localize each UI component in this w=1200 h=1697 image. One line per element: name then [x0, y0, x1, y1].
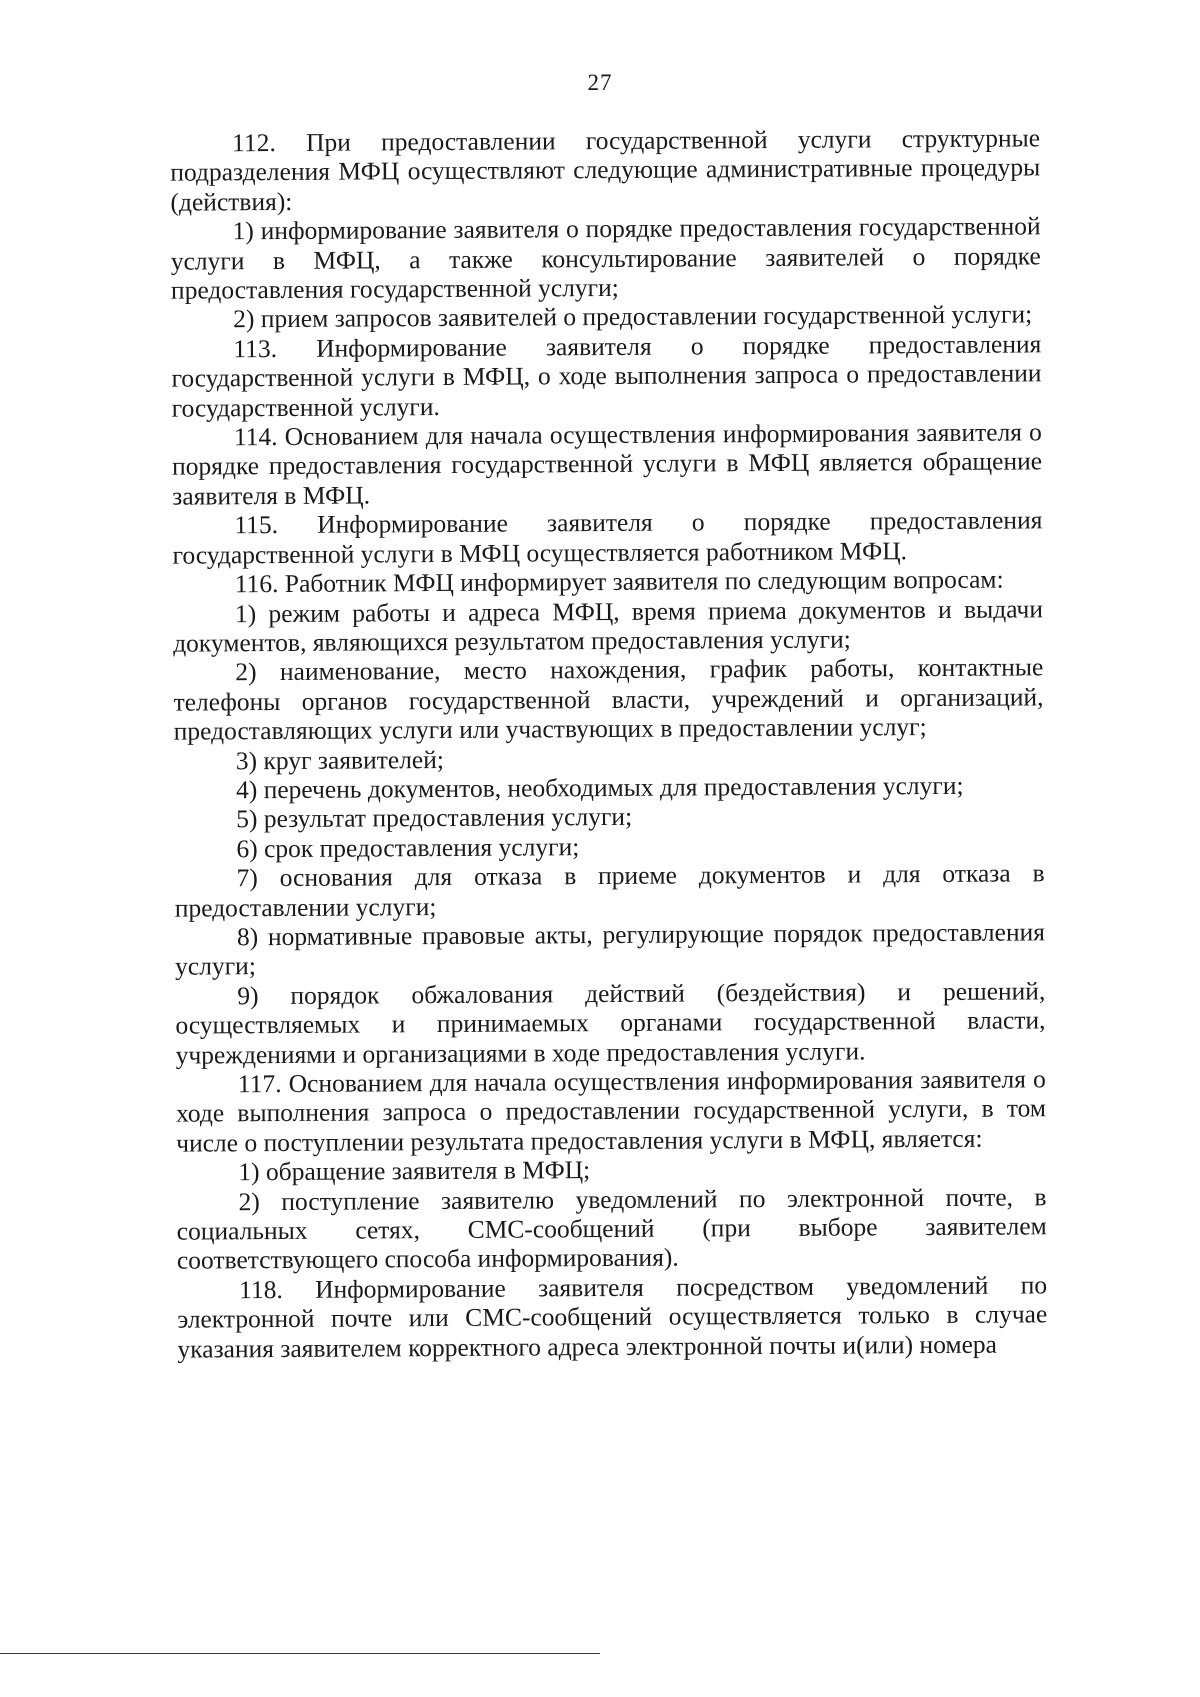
paragraph-112: 112. При предоставлении государственной услуги структурные подразделения МФЦ осуществляют следующие административные процедуры (действия): — [170, 123, 1041, 217]
paragraph-116: 116. Работник МФЦ информирует заявителя по следующим вопросам: — [234, 564, 1004, 599]
paragraph-117: 117. Основанием для начала осуществления информирования заявителя о ходе выполнения запроса о предоставлении государственной услуги, в том числе о поступлении результата предоставления услуги в МФЦ, является: — [175, 1064, 1047, 1158]
list-item-116-1: 1) режим работы и адреса МФЦ, время приема документов и выдачи документов, являющихся результатом предоставления услуги; — [173, 593, 1044, 658]
list-item-116-6: 6) срок предоставления услуги; — [236, 831, 580, 864]
list-item-117-1: 1) обращение заявителя в МФЦ; — [238, 1155, 591, 1187]
list-item-116-4: 4) перечень документов, необходимых для предоставления услуги; — [235, 770, 964, 805]
list-item-117-2: 2) поступление заявителю уведомлений по электронной почте, в социальных сетях, СМС-сообщений (при выборе заявителем соответствующего способа информирования). — [176, 1181, 1047, 1276]
list-item-116-8: 8) нормативные правовые акты, регулирующие порядок предоставления услуги; — [175, 917, 1046, 982]
paragraph-115: 115. Информирование заявителя о порядке предоставления государственной услуги в МФЦ осуществляется работником МФЦ. — [172, 505, 1043, 570]
list-item-116-7: 7) основания для отказа в приеме документов и для отказа в предоставлении услуги; — [174, 858, 1045, 923]
list-item-116-9: 9) порядок обжалования действий (бездействия) и решений, осуществляемых и принимаемых органами государственной власти, учреждениями и организациями в ходе предоставления услуги. — [175, 976, 1046, 1070]
list-item-112-2: 2) прием запросов заявителей о предоставлении государственной услуги; — [233, 299, 1033, 334]
list-item-116-3: 3) круг заявителей; — [235, 744, 444, 775]
bottom-divider — [0, 1653, 600, 1654]
paragraph-118: 118. Информирование заявителя посредством уведомлений по электронной почте или СМС-сообщений осуществляется только в случае указания заявителем корректного адреса электронной почты и(или) номера — [177, 1270, 1048, 1364]
paragraph-114: 114. Основанием для начала осуществления информирования заявителя о порядке предоставления государственной услуги в МФЦ является обращение заявителя в МФЦ. — [171, 417, 1043, 511]
paragraph-113: 113. Информирование заявителя о порядке предоставления государственной услуги в МФЦ, о ходе выполнения запроса о предоставлении государственной услуги. — [171, 329, 1042, 423]
list-item-116-2: 2) наименование, место нахождения, график работы, контактные телефоны органов государственной власти, учреждений и организаций, предоставляющих услуги или участвующих в предоставлении услуг; — [173, 652, 1044, 746]
list-item-112-1: 1) информирование заявителя о порядке предоставления государственной услуги в МФЦ, а также консультирование заявителей о порядке предоставления государственной услуги; — [170, 211, 1041, 305]
list-item-116-5: 5) результат предоставления услуги; — [236, 802, 633, 834]
page-number: 27 — [587, 70, 613, 95]
document-body — [170, 123, 1048, 1363]
